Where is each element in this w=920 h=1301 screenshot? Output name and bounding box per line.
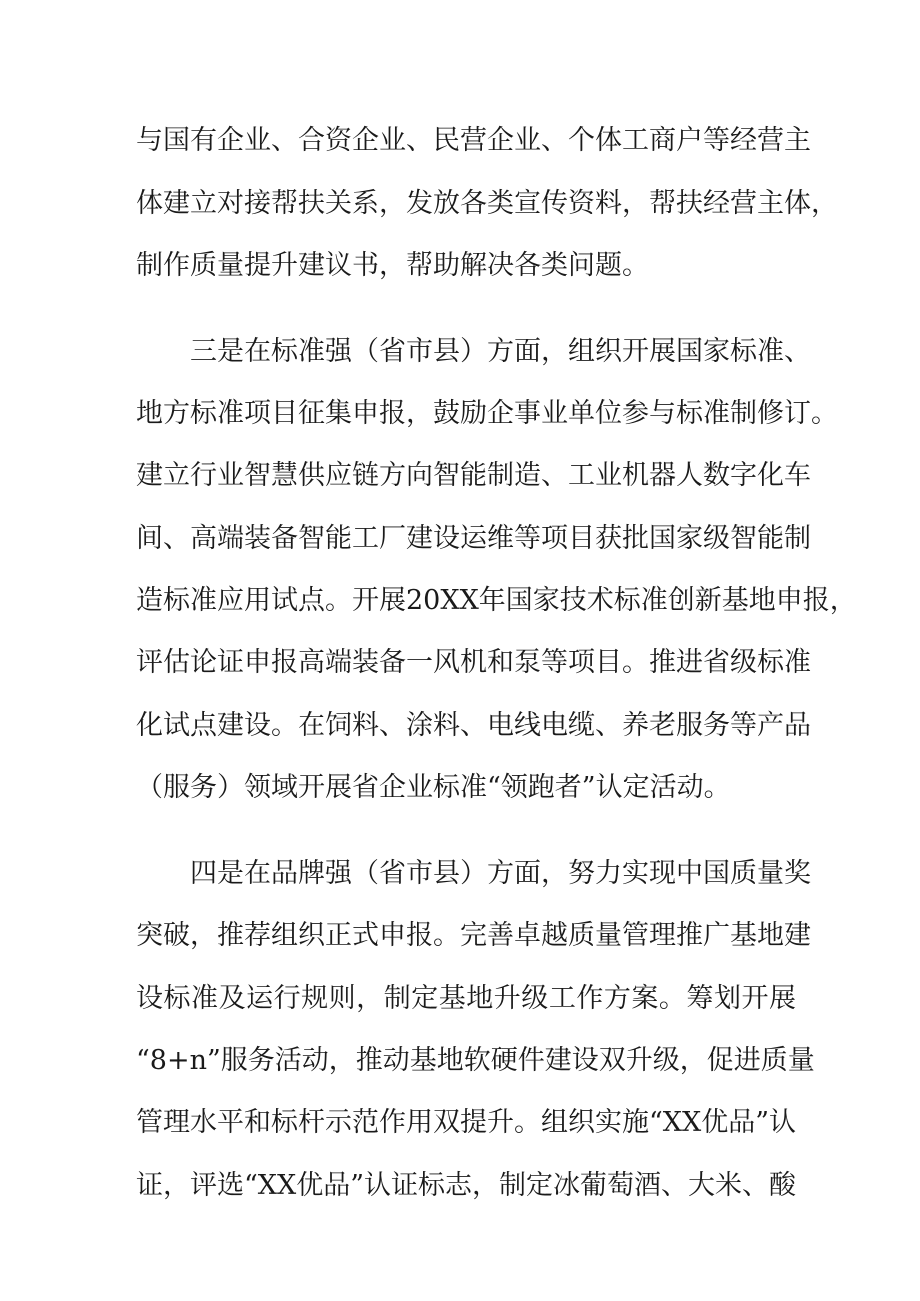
text-line: 三是在标准强（省市县）方面，组织开展国家标准、: [190, 336, 811, 367]
text-line: 间、高端装备智能工厂建设运维等项目获批国家级智能制: [136, 523, 811, 554]
text-line: 评估论证申报高端装备一风机和泵等项目。推进省级标准: [136, 647, 811, 678]
text-line: （服务）领域开展省企业标准“领跑者”认定活动。: [136, 772, 731, 803]
text-line: 管理水平和标杆示范作用双提升。组织实施“XX优品”认: [136, 1107, 797, 1138]
text-line: 造标准应用试点。开展20XX年国家技术标准创新基地申报，: [136, 585, 857, 616]
text-line: 突破，推荐组织正式申报。完善卓越质量管理推广基地建: [136, 920, 811, 951]
text-line: 地方标准项目征集申报，鼓励企事业单位参与标准制修订。: [136, 398, 838, 429]
text-line: “8+n”服务活动，推动基地软硬件建设双升级，促进质量: [136, 1045, 815, 1076]
text-line: 证，评选“XX优品”认证标志，制定冰葡萄酒、大米、酸: [136, 1170, 797, 1201]
text-line: 建立行业智慧供应链方向智能制造、工业机器人数字化车: [136, 460, 811, 491]
text-line: 与国有企业、合资企业、民营企业、个体工商户等经营主: [136, 125, 811, 156]
text-line: 制作质量提升建议书，帮助解决各类问题。: [136, 250, 649, 281]
text-line: 体建立对接帮扶关系，发放各类宣传资料，帮扶经营主体，: [136, 188, 838, 219]
text-line: 四是在品牌强（省市县）方面，努力实现中国质量奖: [190, 858, 811, 889]
text-line: 化试点建设。在饲料、涂料、电线电缆、养老服务等产品: [136, 710, 811, 741]
text-line: 设标准及运行规则，制定基地升级工作方案。筹划开展: [136, 983, 796, 1014]
